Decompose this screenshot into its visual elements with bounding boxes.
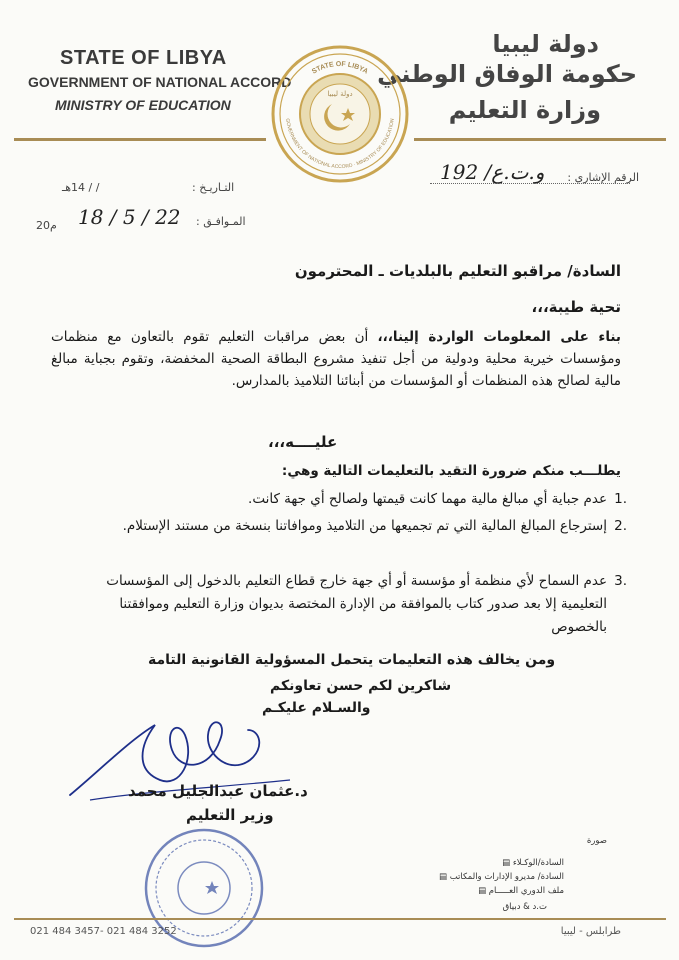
cc-item: السادة/الوكـلاء ▤ — [502, 858, 564, 868]
date-value: / / 14هـ — [62, 181, 100, 194]
header-ar-ministry: وزارة التعليم — [448, 96, 601, 124]
list-item — [97, 488, 627, 511]
addressee: السادة/ مراقبو التعليم بالبلديات ـ المحترمون — [294, 262, 621, 280]
header-en-government: GOVERNMENT OF NATIONAL ACCORD — [28, 74, 292, 90]
list-item-number: .1 — [614, 491, 627, 507]
header-en-state: STATE OF LIBYA — [60, 47, 227, 69]
footer-phone: 021 484 3457- 021 484 3252 — [30, 926, 177, 937]
header-en-ministry: MINISTRY OF EDUCATION — [55, 97, 231, 113]
list-item-number: .2 — [614, 518, 627, 534]
cc-label: صورة — [586, 836, 607, 846]
muwafiq-suffix: 20م — [36, 219, 57, 232]
list-item-text: إسترجاع المبالغ المالية التي تم تجميعها من التلاميذ وموافاتنا بنسخة من مستند الإستلام. — [122, 518, 607, 534]
aleyhi-heading: عليــــه،،، — [268, 433, 338, 451]
main-paragraph — [51, 326, 621, 392]
list-item-number: .3 — [614, 573, 627, 589]
list-item-text: عدم السماح لأي منظمة أو مؤسسة أو أي جهة خارج قطاع التعليم بالدخول إلى المؤسسات التعليمية إلا بعد صدور كتاب بالموافقة من الإدارة المختصة بديوان وزارة التعليم وموافقتنا بالخصوص — [106, 573, 607, 635]
paragraph-lead: بناء على المعلومات الواردة إلينا،،، — [377, 329, 621, 345]
thanks-line: شاكرين لكم حسن تعاونكم — [270, 678, 452, 694]
header-rule-right — [414, 138, 666, 141]
seal-top-text: STATE OF LIBYA — [310, 60, 370, 76]
paragraph-rest: أن بعض مراقبات التعليم تقوم بالتعاون مع منظمات ومؤسسات خيرية محلية ودولية من أجل تنفيذ مشروع البطاقة الصحية المخفضة، وتقوم بجباية مبالغ مالية لصالح هذه المنظمات أو المؤسسات من أبنائنا التلاميذ بالمدارس. — [51, 329, 621, 389]
signatory-name: د.عثمان عبدالجليل محمد — [128, 782, 308, 800]
seal-bottom-text: GOVERNMENT OF NATIONAL ACCORD · MINISTRY OF EDUCATION — [284, 118, 396, 171]
date-label: التـاريـخ : — [192, 181, 235, 194]
list-item-text: عدم جباية أي مبالغ مالية مهما كانت قيمتها ولصالح أي جهة كانت. — [248, 491, 607, 507]
list-item — [97, 515, 627, 538]
cc-item: السادة/ مديرو الإدارات والمكاتب ▤ — [438, 872, 564, 882]
header-rule-left — [14, 138, 266, 141]
muwafiq-label: المـوافـق : — [196, 215, 246, 228]
cc-initials: ت.د & دبياق — [502, 902, 547, 912]
warning-line: ومن يخالف هذه التعليمات يتحمل المسؤولية القانونية التامة — [148, 652, 556, 668]
greeting: تحية طيبة،،، — [531, 298, 621, 316]
muwafiq-value: 18 / 5 / 22 — [78, 205, 181, 229]
request-line: يطلـــب منكم ضرورة التقيد بالتعليمات التالية وهي: — [281, 463, 621, 479]
ref-dotted-line — [430, 183, 630, 184]
header-ar-state: دولة ليبيا — [492, 30, 599, 58]
cc-item: ملف الدوري العـــــام ▤ — [478, 886, 564, 896]
ref-value: و.ت.ع/ 192 — [440, 160, 545, 184]
seal-center-text: دولة ليبيا — [327, 90, 353, 98]
signatory-title: وزير التعليم — [186, 806, 274, 824]
footer-city: طرابلس - ليبيا — [560, 926, 621, 937]
salam-line: والسـلام عليكـم — [262, 700, 371, 716]
ref-label: الرقم الإشاري : — [567, 171, 639, 184]
header-ar-government: حكومة الوفاق الوطني — [377, 60, 637, 88]
ministry-seal-logo — [270, 44, 410, 184]
list-item — [97, 570, 627, 639]
footer-rule — [14, 918, 666, 920]
